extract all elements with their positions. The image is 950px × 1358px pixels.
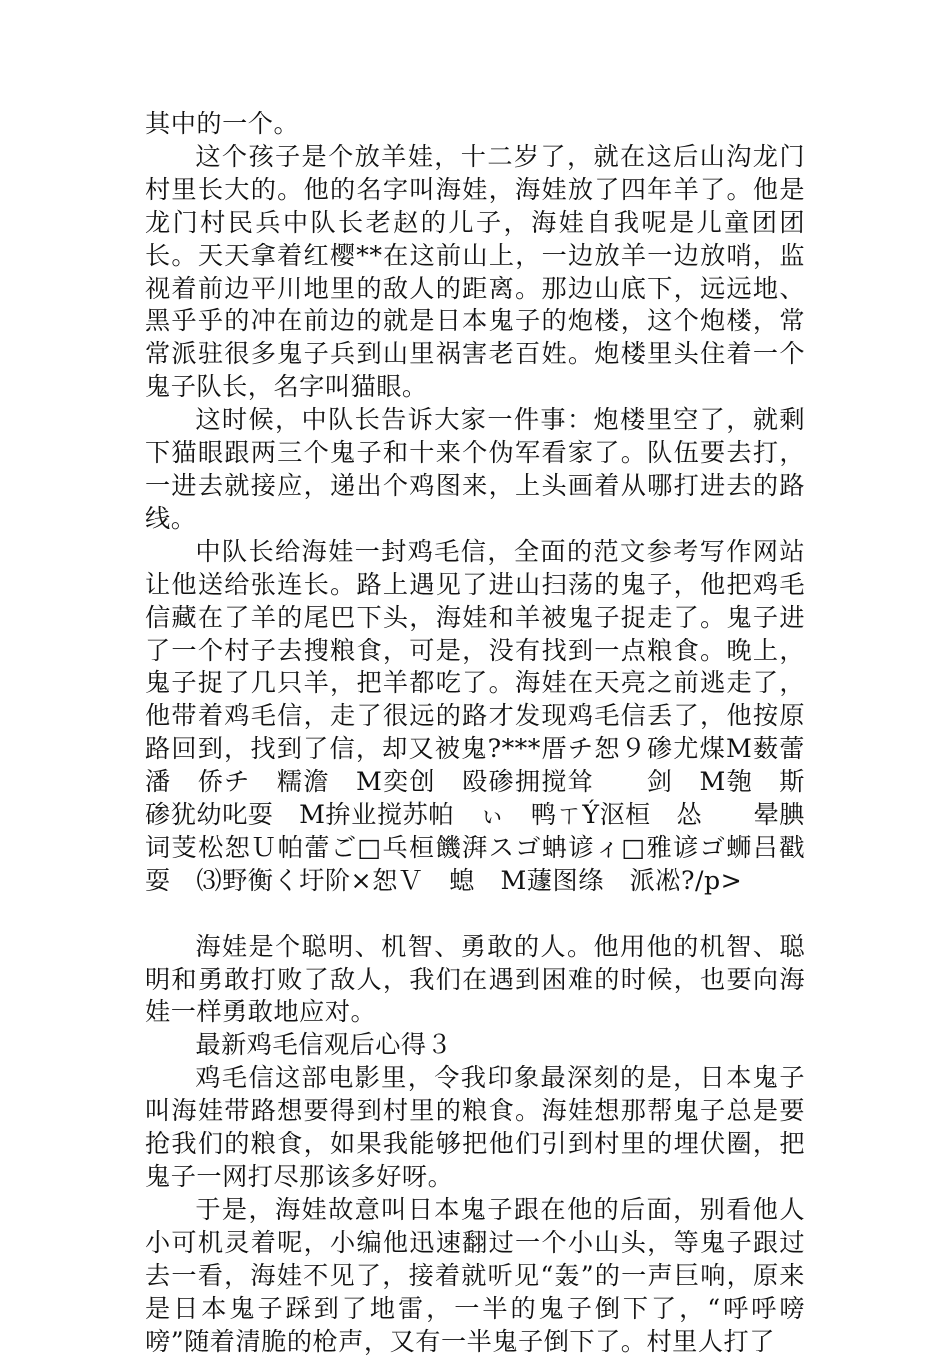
paragraph-shepherd-boy: 这个孩子是个放羊娃，十二岁了，就在这后山沟龙门村里长大的。他的名字叫海娃，海娃放了四年羊了。他是龙门村民兵中队长老赵的儿子，海娃自我呢是儿童团团长。天天拿着红樱**在这前山上，一边放羊一边放哨，监视着前边平川地里的敌人的距离。那边山底下，远远地、黑乎乎的冲在前边的就是日本鬼子的炮楼，这个炮楼，常常派驻很多鬼子兵到山里祸害老百姓。炮楼里头住着一个鬼子队长，名字叫猫眼。 (145, 141, 805, 402)
paragraph-gap (145, 898, 805, 931)
paragraph-impression: 鸡毛信这部电影里，令我印象最深刻的是，日本鬼子叫海娃带路想要得到村里的粮食。海娃想那帮鬼子总是要抢我们的粮食，如果我能够把他们引到村里的埋伏圈，把鬼子一网打尽那该多好呀。 (145, 1063, 805, 1191)
paragraph-landmine: 于是，海娃故意叫日本鬼子跟在他的后面，别看他人小可机灵着呢，小编他迅速翻过一个小山头，等鬼子跟过去一看，海娃不见了，接着就听见“轰”的一声巨响，原来是日本鬼子踩到了地雷，一半的鬼子倒下了，“呼呼嗙嗙”随着清脆的枪声，又有一半鬼子倒下了。村里人打了 (145, 1194, 805, 1356)
paragraph-continuation: 其中的一个。 (145, 109, 300, 138)
section-heading: 最新鸡毛信观后心得３ (195, 1030, 453, 1060)
paragraph-squad-leader: 这时候，中队长告诉大家一件事：炮楼里空了，就剩下猫眼跟两三个鬼子和十来个伪军看家了。队伍要去打，一进去就接应，递出个鸡图来，上头画着从哪打进去的路线。 (145, 405, 805, 533)
paragraph-summary: 海娃是个聪明、机智、勇敢的人。他用他的机智、聪明和勇敢打败了敌人，我们在遇到困难的时候，也要向海娃一样勇敢地应对。 (145, 931, 805, 1027)
document-page (145, 108, 805, 1358)
paragraph-feather-letter: 中队长给海娃一封鸡毛信，全面的范文参考写作网站让他送给张连长。路上遇见了进山扫荡的鬼子，他把鸡毛信藏在了羊的尾巴下头，海娃和羊被鬼子捉走了。鬼子进了一个村子去搜粮食，可是，没有找到一点粮食。晚上，鬼子捉了几只羊，把羊都吃了。海娃在天亮之前逃走了，他带着鸡毛信，走了很远的路才发现鸡毛信丢了，他按原路回到，找到了信，却又被鬼?***厝チ恕９碜尤煤M薮蕾潘 侨チ 糯澹 M奕创 殴碜拥搅耸 剑 M匏 斯碜犹幼叱耍 M拚业搅苏帕 ぃ 鸭ㄒÝ沤桓 怂 晕腆词芰松恕Ｕ帕蕾ご□乓桓饑湃スゴ蚺谚ィ□雅谚ゴ蛳吕戳耍 ⑶野衡く圩阶×恕Ｖ 螅 M蘧图绦 派凇?/p> (145, 536, 805, 895)
